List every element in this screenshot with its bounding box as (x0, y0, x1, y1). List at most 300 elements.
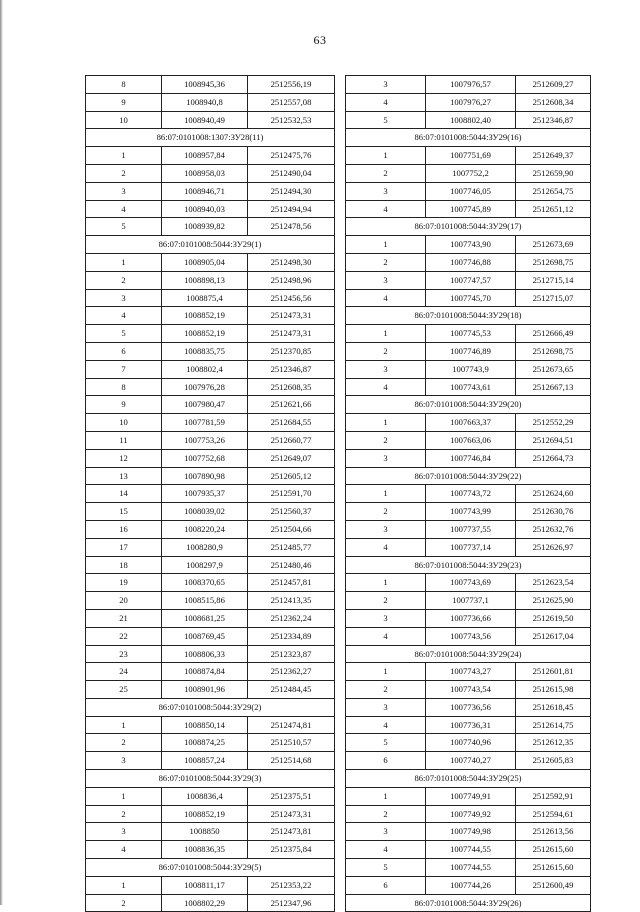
section-cadastral-number: 86:07:0101008:5044:ЗУ29(3) (86, 770, 335, 788)
point-number-cell: 3 (346, 609, 426, 627)
y-coordinate-cell: 2512480,46 (248, 556, 335, 574)
scan-edge-shadow (0, 0, 3, 905)
point-number-cell: 3 (86, 752, 162, 770)
y-coordinate-cell: 2512552,29 (516, 414, 591, 432)
x-coordinate-cell: 1007743,99 (426, 503, 516, 521)
y-coordinate-cell: 2512494,94 (248, 200, 335, 218)
y-coordinate-cell: 2512715,07 (516, 289, 591, 307)
coordinate-row (346, 734, 591, 752)
y-coordinate-cell: 2512370,85 (248, 342, 335, 360)
coordinate-row (86, 841, 335, 859)
x-coordinate-cell: 1007749,98 (426, 823, 516, 841)
coordinate-row (346, 876, 591, 894)
y-coordinate-cell: 2512615,98 (516, 681, 591, 699)
x-coordinate-cell: 1008280,9 (162, 538, 248, 556)
y-coordinate-cell: 2512673,65 (516, 360, 591, 378)
y-coordinate-cell: 2512475,76 (248, 147, 335, 165)
x-coordinate-cell: 1007736,66 (426, 609, 516, 627)
x-coordinate-cell: 1007935,37 (162, 485, 248, 503)
section-header-row (86, 770, 335, 788)
coordinate-row (346, 592, 591, 610)
x-coordinate-cell: 1007745,53 (426, 325, 516, 343)
x-coordinate-cell: 1007976,28 (162, 378, 248, 396)
x-coordinate-cell: 1007751,69 (426, 147, 516, 165)
coordinate-row (346, 609, 591, 627)
x-coordinate-cell: 1008802,4 (162, 360, 248, 378)
point-number-cell: 21 (86, 609, 162, 627)
x-coordinate-cell: 1007749,91 (426, 787, 516, 805)
x-coordinate-cell: 1008875,4 (162, 289, 248, 307)
x-coordinate-cell: 1008852,19 (162, 307, 248, 325)
x-coordinate-cell: 1008850 (162, 823, 248, 841)
x-coordinate-cell: 1008802,29 (162, 894, 248, 912)
x-coordinate-cell: 1008874,84 (162, 663, 248, 681)
x-coordinate-cell: 1007980,47 (162, 396, 248, 414)
coordinate-row (346, 431, 591, 449)
point-number-cell: 24 (86, 663, 162, 681)
x-coordinate-cell: 1008802,40 (426, 111, 516, 129)
point-number-cell: 23 (86, 645, 162, 663)
coordinate-row (86, 681, 335, 699)
y-coordinate-cell: 2512484,45 (248, 681, 335, 699)
y-coordinate-cell: 2512498,96 (248, 271, 335, 289)
y-coordinate-cell: 2512473,31 (248, 307, 335, 325)
coordinate-row (346, 200, 591, 218)
y-coordinate-cell: 2512624,60 (516, 485, 591, 503)
y-coordinate-cell: 2512605,83 (516, 752, 591, 770)
point-number-cell: 17 (86, 538, 162, 556)
coordinate-row (346, 716, 591, 734)
y-coordinate-cell: 2512673,69 (516, 236, 591, 254)
coordinate-row (346, 538, 591, 556)
x-coordinate-cell: 1007976,27 (426, 93, 516, 111)
point-number-cell: 1 (346, 787, 426, 805)
x-coordinate-cell: 1007737,1 (426, 592, 516, 610)
y-coordinate-cell: 2512630,76 (516, 503, 591, 521)
point-number-cell: 2 (346, 164, 426, 182)
x-coordinate-cell: 1007744,55 (426, 841, 516, 859)
point-number-cell: 2 (346, 431, 426, 449)
x-coordinate-cell: 1007752,2 (426, 164, 516, 182)
x-coordinate-cell: 1007743,56 (426, 627, 516, 645)
section-header-row (346, 129, 591, 147)
x-coordinate-cell: 1008850,14 (162, 716, 248, 734)
point-number-cell: 3 (86, 182, 162, 200)
y-coordinate-cell: 2512592,91 (516, 787, 591, 805)
y-coordinate-cell: 2512664,73 (516, 449, 591, 467)
point-number-cell: 1 (86, 787, 162, 805)
point-number-cell: 3 (346, 182, 426, 200)
y-coordinate-cell: 2512609,27 (516, 76, 591, 94)
x-coordinate-cell: 1007737,14 (426, 538, 516, 556)
point-number-cell: 5 (346, 734, 426, 752)
point-number-cell: 1 (86, 253, 162, 271)
coordinate-row (86, 716, 335, 734)
point-number-cell: 2 (86, 734, 162, 752)
coordinate-row (86, 876, 335, 894)
coordinate-row (86, 307, 335, 325)
point-number-cell: 2 (346, 253, 426, 271)
point-number-cell: 9 (86, 93, 162, 111)
x-coordinate-cell: 1008939,82 (162, 218, 248, 236)
coordinate-row (86, 627, 335, 645)
coordinate-row (346, 805, 591, 823)
coordinate-row (86, 271, 335, 289)
coordinate-row (346, 449, 591, 467)
point-number-cell: 16 (86, 520, 162, 538)
point-number-cell: 4 (86, 841, 162, 859)
y-coordinate-cell: 2512617,04 (516, 627, 591, 645)
point-number-cell: 9 (86, 396, 162, 414)
point-number-cell: 3 (346, 360, 426, 378)
coordinate-row (346, 76, 591, 94)
x-coordinate-cell: 1008836,4 (162, 787, 248, 805)
point-number-cell: 1 (86, 147, 162, 165)
point-number-cell: 7 (86, 360, 162, 378)
point-number-cell: 22 (86, 627, 162, 645)
x-coordinate-cell: 1007743,27 (426, 663, 516, 681)
coordinate-row (86, 752, 335, 770)
section-header-row (86, 698, 335, 716)
coordinate-row (346, 378, 591, 396)
coordinate-row (86, 414, 335, 432)
point-number-cell: 15 (86, 503, 162, 521)
point-number-cell: 2 (346, 681, 426, 699)
coordinate-row (86, 431, 335, 449)
point-number-cell: 1 (346, 485, 426, 503)
section-header-row (86, 859, 335, 877)
point-number-cell: 2 (86, 164, 162, 182)
coordinate-row (86, 645, 335, 663)
point-number-cell: 1 (346, 325, 426, 343)
x-coordinate-cell: 1008957,84 (162, 147, 248, 165)
coordinate-row (86, 93, 335, 111)
x-coordinate-cell: 1007746,89 (426, 342, 516, 360)
x-coordinate-cell: 1007890,98 (162, 467, 248, 485)
y-coordinate-cell: 2512698,75 (516, 253, 591, 271)
point-number-cell: 1 (346, 414, 426, 432)
point-number-cell: 3 (346, 271, 426, 289)
x-coordinate-cell: 1008852,19 (162, 805, 248, 823)
point-number-cell: 5 (346, 859, 426, 877)
y-coordinate-cell: 2512651,12 (516, 200, 591, 218)
coordinate-row (86, 734, 335, 752)
point-number-cell: 4 (86, 200, 162, 218)
coordinate-row (346, 236, 591, 254)
coordinate-row (346, 147, 591, 165)
coordinate-row (346, 325, 591, 343)
y-coordinate-cell: 2512698,75 (516, 342, 591, 360)
coordinate-row (346, 93, 591, 111)
y-coordinate-cell: 2512353,22 (248, 876, 335, 894)
y-coordinate-cell: 2512504,66 (248, 520, 335, 538)
y-coordinate-cell: 2512608,34 (516, 93, 591, 111)
coordinate-row (86, 503, 335, 521)
section-header-row (346, 307, 591, 325)
point-number-cell: 3 (346, 520, 426, 538)
page-number: 63 (313, 33, 327, 47)
coordinate-row (86, 76, 335, 94)
x-coordinate-cell: 1007747,57 (426, 271, 516, 289)
coordinate-row (86, 378, 335, 396)
x-coordinate-cell: 1008515,86 (162, 592, 248, 610)
coordinate-row (86, 663, 335, 681)
y-coordinate-cell: 2512591,70 (248, 485, 335, 503)
point-number-cell: 18 (86, 556, 162, 574)
section-header-row (346, 894, 591, 912)
y-coordinate-cell: 2512375,84 (248, 841, 335, 859)
x-coordinate-cell: 1007746,88 (426, 253, 516, 271)
coordinate-row (346, 681, 591, 699)
point-number-cell: 3 (86, 823, 162, 841)
y-coordinate-cell: 2512666,49 (516, 325, 591, 343)
coordinate-row (86, 592, 335, 610)
y-coordinate-cell: 2512456,56 (248, 289, 335, 307)
x-coordinate-cell: 1007781,59 (162, 414, 248, 432)
y-coordinate-cell: 2512623,54 (516, 574, 591, 592)
coordinate-row (346, 520, 591, 538)
coordinate-row (86, 289, 335, 307)
y-coordinate-cell: 2512347,96 (248, 894, 335, 912)
point-number-cell: 2 (86, 271, 162, 289)
section-header-row (346, 556, 591, 574)
point-number-cell: 4 (86, 307, 162, 325)
x-coordinate-cell: 1008958,03 (162, 164, 248, 182)
x-coordinate-cell: 1008901,96 (162, 681, 248, 699)
y-coordinate-cell: 2512323,87 (248, 645, 335, 663)
y-coordinate-cell: 2512625,90 (516, 592, 591, 610)
y-coordinate-cell: 2512618,45 (516, 698, 591, 716)
point-number-cell: 4 (346, 93, 426, 111)
x-coordinate-cell: 1007743,9 (426, 360, 516, 378)
point-number-cell: 2 (86, 805, 162, 823)
coordinate-row (346, 698, 591, 716)
point-number-cell: 10 (86, 111, 162, 129)
point-number-cell: 2 (346, 503, 426, 521)
x-coordinate-cell: 1007743,61 (426, 378, 516, 396)
coordinate-row (86, 449, 335, 467)
point-number-cell: 8 (86, 76, 162, 94)
y-coordinate-cell: 2512615,60 (516, 841, 591, 859)
y-coordinate-cell: 2512473,31 (248, 325, 335, 343)
coordinate-row (86, 574, 335, 592)
point-number-cell: 1 (346, 663, 426, 681)
x-coordinate-cell: 1007976,57 (426, 76, 516, 94)
coordinate-row (86, 342, 335, 360)
point-number-cell: 5 (86, 218, 162, 236)
y-coordinate-cell: 2512474,81 (248, 716, 335, 734)
y-coordinate-cell: 2512514,68 (248, 752, 335, 770)
x-coordinate-cell: 1007744,55 (426, 859, 516, 877)
point-number-cell: 3 (346, 823, 426, 841)
point-number-cell: 19 (86, 574, 162, 592)
coordinate-row (86, 556, 335, 574)
y-coordinate-cell: 2512694,51 (516, 431, 591, 449)
y-coordinate-cell: 2512498,30 (248, 253, 335, 271)
section-cadastral-number: 86:07:0101008:5044:ЗУ29(2) (86, 698, 335, 716)
y-coordinate-cell: 2512621,66 (248, 396, 335, 414)
section-header-row (346, 467, 591, 485)
x-coordinate-cell: 1008905,04 (162, 253, 248, 271)
coordinate-row (346, 627, 591, 645)
y-coordinate-cell: 2512490,04 (248, 164, 335, 182)
point-number-cell: 1 (86, 876, 162, 894)
y-coordinate-cell: 2512457,81 (248, 574, 335, 592)
x-coordinate-cell: 1007663,37 (426, 414, 516, 432)
y-coordinate-cell: 2512532,53 (248, 111, 335, 129)
point-number-cell: 4 (346, 200, 426, 218)
y-coordinate-cell: 2512667,13 (516, 378, 591, 396)
x-coordinate-cell: 1008220,24 (162, 520, 248, 538)
section-cadastral-number: 86:07:0101008:5044:ЗУ29(18) (346, 307, 591, 325)
x-coordinate-cell: 1007749,92 (426, 805, 516, 823)
y-coordinate-cell: 2512608,35 (248, 378, 335, 396)
coordinate-row (86, 182, 335, 200)
point-number-cell: 1 (86, 716, 162, 734)
coordinate-row (346, 111, 591, 129)
y-coordinate-cell: 2512684,55 (248, 414, 335, 432)
section-cadastral-number: 86:07:0101008:5044:ЗУ29(16) (346, 129, 591, 147)
x-coordinate-cell: 1008836,35 (162, 841, 248, 859)
x-coordinate-cell: 1008940,49 (162, 111, 248, 129)
x-coordinate-cell: 1007663,06 (426, 431, 516, 449)
coordinate-row (346, 289, 591, 307)
x-coordinate-cell: 1008681,25 (162, 609, 248, 627)
y-coordinate-cell: 2512594,61 (516, 805, 591, 823)
y-coordinate-cell: 2512362,27 (248, 663, 335, 681)
point-number-cell: 2 (346, 805, 426, 823)
point-number-cell: 4 (346, 289, 426, 307)
coordinate-row (346, 503, 591, 521)
y-coordinate-cell: 2512494,30 (248, 182, 335, 200)
coordinate-row (346, 414, 591, 432)
coordinate-row (86, 200, 335, 218)
point-number-cell: 2 (86, 894, 162, 912)
section-cadastral-number: 86:07:0101008:5044:ЗУ29(25) (346, 770, 591, 788)
coordinate-row (86, 147, 335, 165)
x-coordinate-cell: 1008874,25 (162, 734, 248, 752)
y-coordinate-cell: 2512654,75 (516, 182, 591, 200)
point-number-cell: 10 (86, 414, 162, 432)
x-coordinate-cell: 1007736,56 (426, 698, 516, 716)
coordinate-row (86, 218, 335, 236)
x-coordinate-cell: 1007753,26 (162, 431, 248, 449)
coordinate-row (86, 360, 335, 378)
point-number-cell: 6 (346, 752, 426, 770)
x-coordinate-cell: 1008940,8 (162, 93, 248, 111)
section-header-row (346, 770, 591, 788)
point-number-cell: 3 (346, 698, 426, 716)
section-cadastral-number: 86:07:0101008:5044:ЗУ29(17) (346, 218, 591, 236)
x-coordinate-cell: 1007745,70 (426, 289, 516, 307)
point-number-cell: 6 (346, 876, 426, 894)
point-number-cell: 8 (86, 378, 162, 396)
x-coordinate-cell: 1007737,55 (426, 520, 516, 538)
coordinate-row (86, 396, 335, 414)
point-number-cell: 1 (346, 574, 426, 592)
x-coordinate-cell: 1007745,89 (426, 200, 516, 218)
point-number-cell: 12 (86, 449, 162, 467)
section-header-row (346, 396, 591, 414)
x-coordinate-cell: 1007743,72 (426, 485, 516, 503)
section-header-row (346, 645, 591, 663)
point-number-cell: 11 (86, 431, 162, 449)
x-coordinate-cell: 1007746,84 (426, 449, 516, 467)
x-coordinate-cell: 1008806,33 (162, 645, 248, 663)
x-coordinate-cell: 1008835,75 (162, 342, 248, 360)
section-cadastral-number: 86:07:0101008:5044:ЗУ29(5) (86, 859, 335, 877)
y-coordinate-cell: 2512473,81 (248, 823, 335, 841)
point-number-cell: 2 (346, 342, 426, 360)
y-coordinate-cell: 2512614,75 (516, 716, 591, 734)
x-coordinate-cell: 1008769,45 (162, 627, 248, 645)
y-coordinate-cell: 2512649,37 (516, 147, 591, 165)
coordinate-row (346, 182, 591, 200)
point-number-cell: 4 (346, 716, 426, 734)
y-coordinate-cell: 2512649,07 (248, 449, 335, 467)
y-coordinate-cell: 2512632,76 (516, 520, 591, 538)
x-coordinate-cell: 1007743,69 (426, 574, 516, 592)
x-coordinate-cell: 1008857,24 (162, 752, 248, 770)
y-coordinate-cell: 2512605,12 (248, 467, 335, 485)
section-cadastral-number: 86:07:0101008:5044:ЗУ29(26) (346, 894, 591, 912)
point-number-cell: 4 (346, 627, 426, 645)
point-number-cell: 3 (346, 449, 426, 467)
x-coordinate-cell: 1007740,96 (426, 734, 516, 752)
x-coordinate-cell: 1007740,27 (426, 752, 516, 770)
y-coordinate-cell: 2512556,19 (248, 76, 335, 94)
y-coordinate-cell: 2512375,51 (248, 787, 335, 805)
point-number-cell: 4 (346, 538, 426, 556)
coordinate-row (86, 520, 335, 538)
y-coordinate-cell: 2512626,97 (516, 538, 591, 556)
y-coordinate-cell: 2512615,60 (516, 859, 591, 877)
y-coordinate-cell: 2512346,87 (248, 360, 335, 378)
y-coordinate-cell: 2512473,31 (248, 805, 335, 823)
point-number-cell: 6 (86, 342, 162, 360)
section-cadastral-number: 86:07:0101008:5044:ЗУ29(20) (346, 396, 591, 414)
x-coordinate-cell: 1007743,54 (426, 681, 516, 699)
coordinate-row (86, 467, 335, 485)
point-number-cell: 25 (86, 681, 162, 699)
point-number-cell: 1 (346, 147, 426, 165)
y-coordinate-cell: 2512612,35 (516, 734, 591, 752)
x-coordinate-cell: 1007746,05 (426, 182, 516, 200)
y-coordinate-cell: 2512715,14 (516, 271, 591, 289)
x-coordinate-cell: 1008898,13 (162, 271, 248, 289)
x-coordinate-cell: 1007752,68 (162, 449, 248, 467)
section-cadastral-number: 86:07:0101008:5044:ЗУ29(23) (346, 556, 591, 574)
y-coordinate-cell: 2512362,24 (248, 609, 335, 627)
coordinates-table-left (85, 75, 335, 912)
point-number-cell: 1 (346, 236, 426, 254)
coordinate-row (346, 787, 591, 805)
coordinate-row (346, 859, 591, 877)
coordinate-row (346, 253, 591, 271)
coordinate-row (346, 271, 591, 289)
x-coordinate-cell: 1008946,71 (162, 182, 248, 200)
coordinate-row (346, 360, 591, 378)
coordinate-row (86, 325, 335, 343)
coordinate-row (86, 805, 335, 823)
x-coordinate-cell: 1008370,65 (162, 574, 248, 592)
point-number-cell: 4 (346, 378, 426, 396)
x-coordinate-cell: 1008297,9 (162, 556, 248, 574)
point-number-cell: 20 (86, 592, 162, 610)
coordinate-row (86, 485, 335, 503)
coordinate-row (346, 164, 591, 182)
y-coordinate-cell: 2512600,49 (516, 876, 591, 894)
